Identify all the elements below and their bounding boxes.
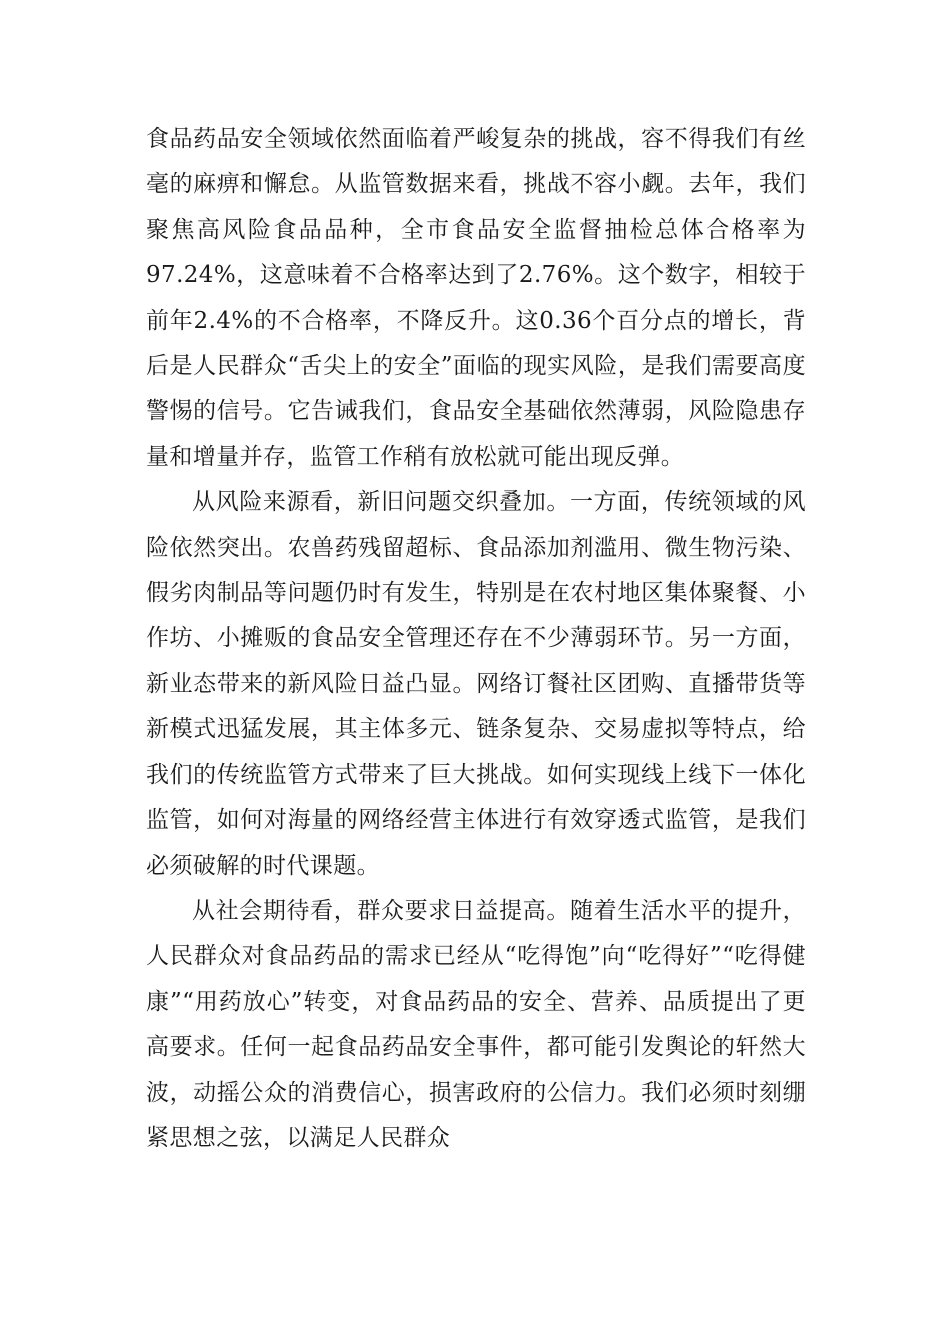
paragraph-risk-sources: 从风险来源看，新旧问题交织叠加。一方面，传统领域的风险依然突出。农兽药残留超标、食品添加剂滥用、微生物污染、假劣肉制品等问题仍时有发生，特别是在农村地区集体聚餐、小作坊、小摊贩的食品安全管理还存在不少薄弱环节。另一方面，新业态带来的新风险日益凸显。网络订餐社区团购、直播带货等新模式迅猛发展，其主体多元、链条复杂、交易虚拟等特点，给我们的传统监管方式带来了巨大挑战。如何实现线上线下一体化监管，如何对海量的网络经营主体进行有效穿透式监管，是我们必须破解的时代课题。 [146, 489, 806, 879]
paragraph-public-expectations: 从社会期待看，群众要求日益提高。随着生活水平的提升，人民群众对食品药品的需求已经从“吃得饱”向“吃得好”“吃得健康”“用药放心”转变，对食品药品的安全、营养、品质提出了更高要求。任何一起食品药品安全事件，都可能引发舆论的轩然大波，动摇公众的消费信心，损害政府的公信力。我们必须时刻绷紧思想之弦，以满足人民群众 [146, 897, 806, 1151]
document-body [146, 117, 806, 1161]
paragraph-challenge-data: 食品药品安全领域依然面临着严峻复杂的挑战，容不得我们有丝毫的麻痹和懈怠。从监管数据来看，挑战不容小觑。去年，我们聚焦高风险食品品种，全市食品安全监督抽检总体合格率为97.24%，这意味着不合格率达到了2.76%。这个数字，相较于前年2.4%的不合格率，不降反升。这0.36个百分点的增长，背后是人民群众“舌尖上的安全”面临的现实风险，是我们需要高度警惕的信号。它告诫我们，食品安全基础依然薄弱，风险隐患存量和增量并存，监管工作稍有放松就可能出现反弹。 [146, 126, 806, 470]
